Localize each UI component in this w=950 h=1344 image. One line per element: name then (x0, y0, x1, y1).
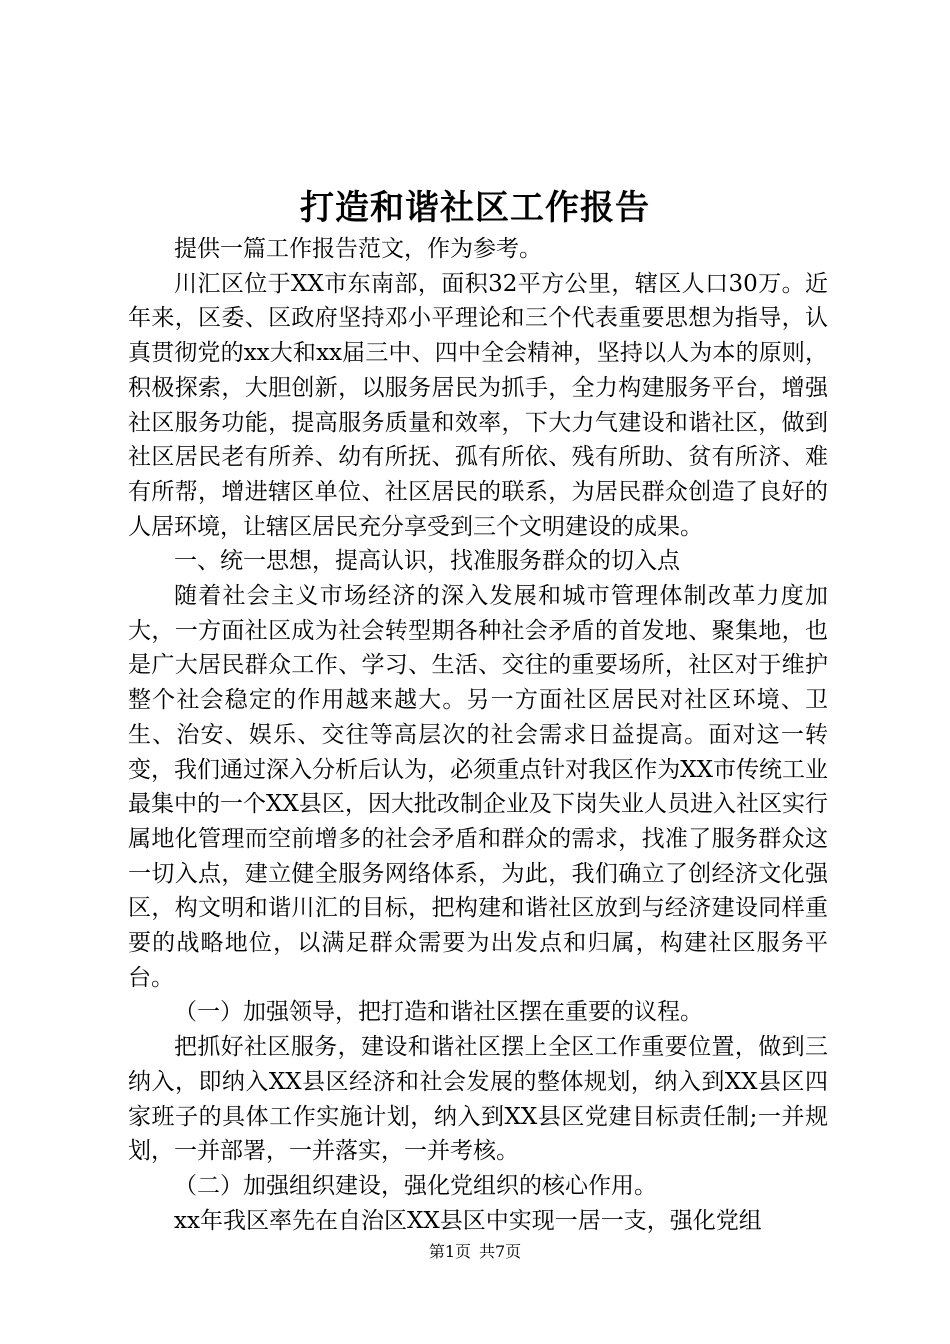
page-number-total: 共7页 (479, 1242, 522, 1261)
paragraph-subsection-1: 把抓好社区服务，建设和谐社区摆上全区工作重要位置，做到三纳入，即纳入XX县区经济和社会发展的整体规划，纳入到XX县区四家班子的具体工作实施计划，纳入到XX县区党建目标责任制;一并规划，一并部署，一并落实，一并考核。 (128, 1034, 828, 1165)
document-body (128, 232, 828, 1238)
paragraph-intro: 提供一篇工作报告范文，作为参考。 (174, 236, 542, 262)
paragraph-overview: 川汇区位于XX市东南部，面积32平方公里，辖区人口30万。近年来，区委、区政府坚持邓小平理论和三个代表重要思想为指导，认真贯彻党的xx大和xx届三中、四中全会精神，坚持以人为本的原则，积极探索，大胆创新，以服务居民为抓手，全力构建服务平台，增强社区服务功能，提高服务质量和效率，下大力气建设和谐社区，做到社区居民老有所养、幼有所抚、孤有所依、残有所助、贫有所济、难有所帮，增进辖区单位、社区居民的联系，为居民群众创造了良好的人居环境，让辖区居民充分享受到三个文明建设的成果。 (128, 270, 828, 540)
subsection-heading-2: （二）加强组织建设，强化党组织的核心作用。 (174, 1172, 657, 1199)
paragraph-subsection-2: xx年我区率先在自治区XX县区中实现一居一支，强化党组 (174, 1207, 762, 1234)
document-title: 打造和谐社区工作报告 (300, 188, 650, 228)
section-heading-1: 一、统一思想，提高认识，找准服务群众的切入点 (174, 548, 680, 575)
subsection-heading-1: （一）加强领导，把打造和谐社区摆在重要的议程。 (174, 999, 703, 1026)
page-footer (0, 1240, 950, 1264)
page-number-current: 第1页 (428, 1242, 471, 1261)
paragraph-section-1: 随着社会主义市场经济的深入发展和城市管理体制改革力度加大，一方面社区成为社会转型期各种社会矛盾的首发地、聚集地，也是广大居民群众工作、学习、生活、交往的重要场所，社区对于维护整个社会稳定的作用越来越大。另一方面社区居民对社区环境、卫生、治安、娱乐、交往等高层次的社会需求日益提高。面对这一转变，我们通过深入分析后认为，必须重点针对我区作为XX市传统工业最集中的一个XX县区，因大批改制企业及下岗失业人员进入社区实行属地化管理而空前增多的社会矛盾和群众的需求，找准了服务群众这一切入点，建立健全服务网络体系，为此，我们确立了创经济文化强区，构文明和谐川汇的目标，把构建和谐社区放到与经济建设同样重要的战略地位，以满足群众需要为出发点和归属，构建社区服务平台。 (128, 583, 828, 991)
